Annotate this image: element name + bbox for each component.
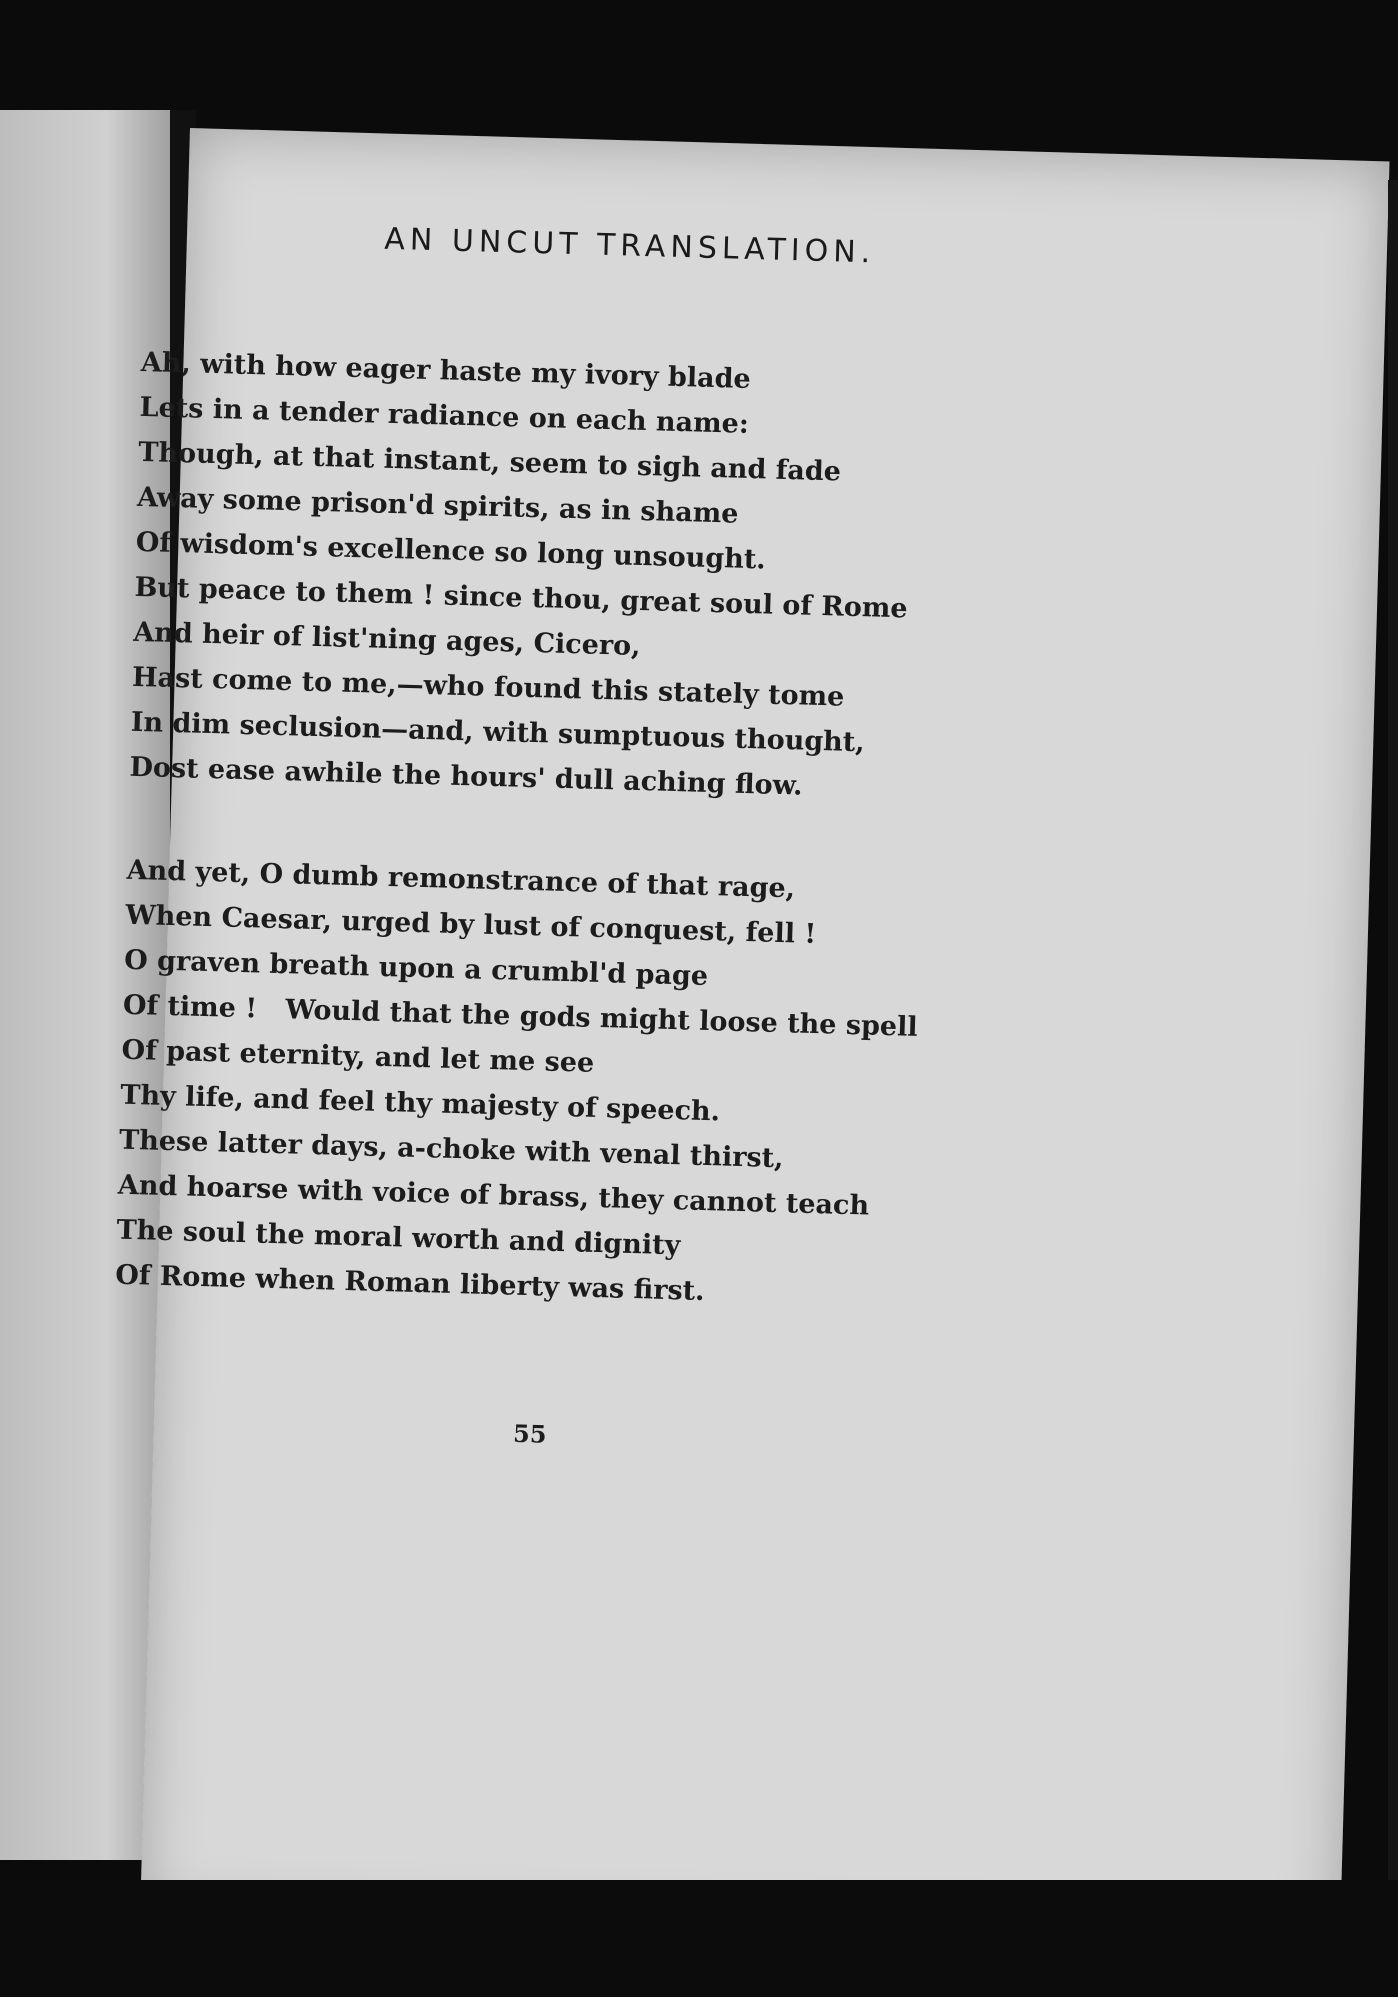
stanza-2 (115, 848, 1127, 1326)
poem-line: And heir of list'ning ages, Cicero, (132, 616, 641, 662)
page-right-border (1388, 180, 1398, 1997)
poem-line: Of wisdom's excellence so long unsought. (135, 526, 767, 576)
poem-line: And yet, O dumb remonstrance of that rage, (126, 854, 796, 905)
poem-line: Of time ! Would that the gods might loose the spell (122, 989, 919, 1043)
stanza-1 (129, 340, 1141, 818)
poem-content (111, 215, 1145, 1464)
poem-line: When Caesar, urged by lust of conquest, fell ! (125, 899, 817, 951)
poem-line: Though, at that instant, seem to sigh and fade (137, 436, 842, 488)
poem-line: In dim seclusion—and, with sumptuous thought, (130, 706, 866, 759)
page-number: 55 (512, 1418, 547, 1449)
poem-line: Of Rome when Roman liberty was first. (114, 1259, 705, 1308)
poem-line: Dost ease awhile the hours' dull aching flow. (129, 751, 803, 802)
poem-line: But peace to them ! since thou, great soul of Rome (134, 571, 909, 625)
poem-line: These latter days, a-choke with venal thirst, (118, 1124, 784, 1175)
poem-line: Of past eternity, and let me see (121, 1034, 595, 1079)
poem-line: Lets in a tender radiance on each name: (139, 391, 750, 440)
scan-bottom-margin (0, 1880, 1398, 1997)
poem-line: O graven breath upon a crumbl'd page (123, 944, 709, 993)
poem-line: And hoarse with voice of brass, they cannot teach (117, 1169, 870, 1222)
poem-line: Ah, with how eager haste my ivory blade (140, 346, 752, 395)
poem-line: Away some prison'd spirits, as in shame (136, 481, 739, 530)
poem-line: The soul the moral worth and dignity (116, 1214, 681, 1262)
poem-title: AN UNCUT TRANSLATION. (383, 221, 876, 271)
poem-line: Hast come to me,—who found this stately tome (131, 661, 845, 713)
poem-line: Thy life, and feel thy majesty of speech. (119, 1079, 721, 1128)
